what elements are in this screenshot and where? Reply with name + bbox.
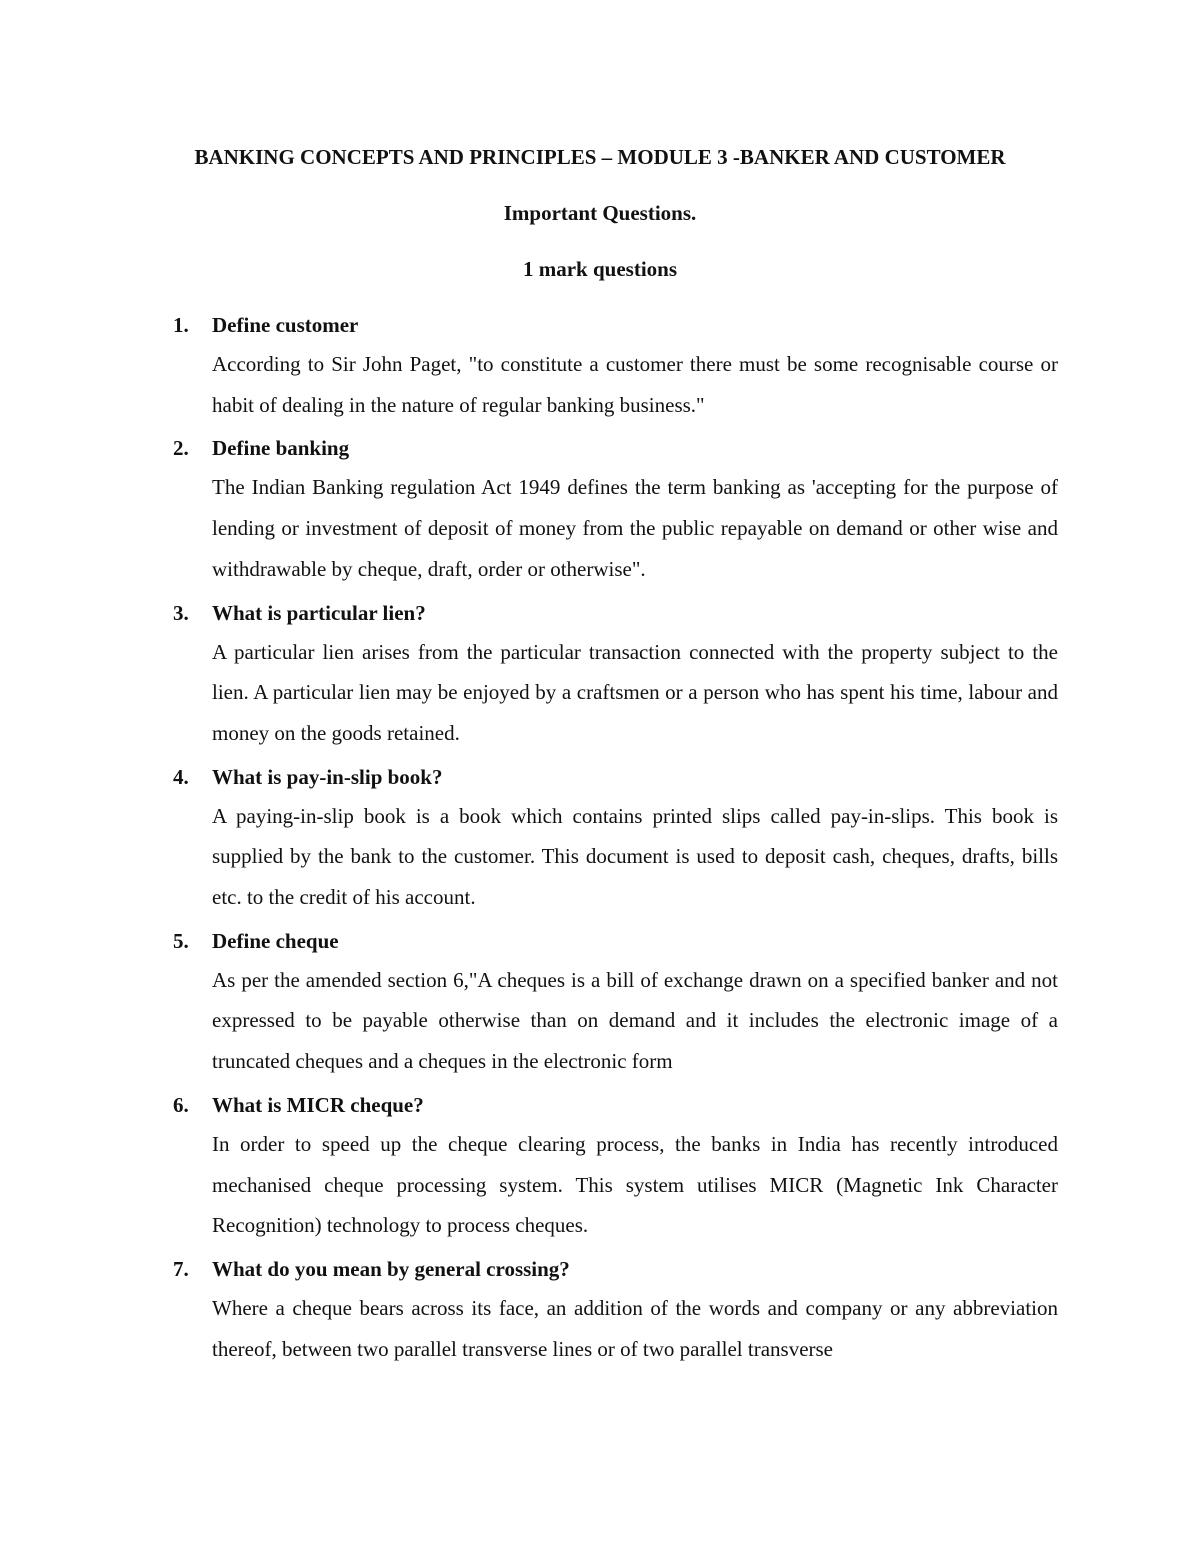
question-text: Define customer <box>212 313 359 337</box>
question-number: 5. <box>173 928 189 953</box>
question-text: Define cheque <box>212 928 339 953</box>
answer-text: As per the amended section 6,"A cheques is a bill of exchange drawn on a specified banker and not expressed to be payable otherwise than on demand and it includes the electronic image of a truncated cheques and a cheques in the electronic form <box>212 967 1058 1074</box>
question-item-6 <box>0 1090 1200 1246</box>
answer-text: The Indian Banking regulation Act 1949 defines the term banking as 'accepting for the purpose of lending or investment of deposit of money from the public repayable on demand or other wise and withdrawable by cheque, draft, order or otherwise". <box>212 475 1058 581</box>
question-item-7 <box>0 1254 1200 1369</box>
section-heading: 1 mark questions <box>522 257 678 281</box>
question-item-2 <box>0 433 1200 589</box>
question-item-5 <box>0 926 1200 1082</box>
question-item-3 <box>0 598 1200 754</box>
answer-text: Where a cheque bears across its face, an addition of the words and company or any abbreviation thereof, between two parallel transverse lines or of two parallel transverse <box>212 1295 1058 1361</box>
question-text: What is MICR cheque? <box>212 1092 424 1117</box>
answer-text: According to Sir John Paget, "to constitute a customer there must be some recognisable course or habit of dealing in the nature of regular banking business." <box>212 352 1058 417</box>
question-text: What is pay-in-slip book? <box>212 764 443 789</box>
question-item-1 <box>0 310 1200 425</box>
answer-text: A paying-in-slip book is a book which contains printed slips called pay-in-slips. This book is supplied by the bank to the customer. This document is used to deposit cash, cheques, drafts, bills etc. to the credit of his account. <box>212 803 1058 910</box>
question-number: 4. <box>173 764 189 789</box>
question-number: 1. <box>173 313 189 337</box>
question-number: 3. <box>173 600 189 625</box>
answer-text: A particular lien arises from the particular transaction connected with the property subject to the lien. A particular lien may be enjoyed by a craftsmen or a person who has spent his time, labour and money on the goods retained. <box>212 639 1058 745</box>
page-subtitle: Important Questions. <box>503 201 697 225</box>
question-item-4 <box>0 762 1200 918</box>
page-title: BANKING CONCEPTS AND PRINCIPLES – MODULE 3 -BANKER AND CUSTOMER <box>194 145 1006 169</box>
question-number: 2. <box>173 436 189 461</box>
question-text: What do you mean by general crossing? <box>212 1256 570 1281</box>
answer-text: In order to speed up the cheque clearing process, the banks in India has recently introduced mechanised cheque processing system. This system utilises MICR (Magnetic Ink Character Recognition) technology to process cheques. <box>212 1131 1058 1238</box>
question-number: 7. <box>173 1256 189 1281</box>
question-text: Define banking <box>212 436 350 461</box>
question-text: What is particular lien? <box>212 600 426 625</box>
question-list <box>0 310 1200 1377</box>
question-number: 6. <box>173 1092 189 1117</box>
